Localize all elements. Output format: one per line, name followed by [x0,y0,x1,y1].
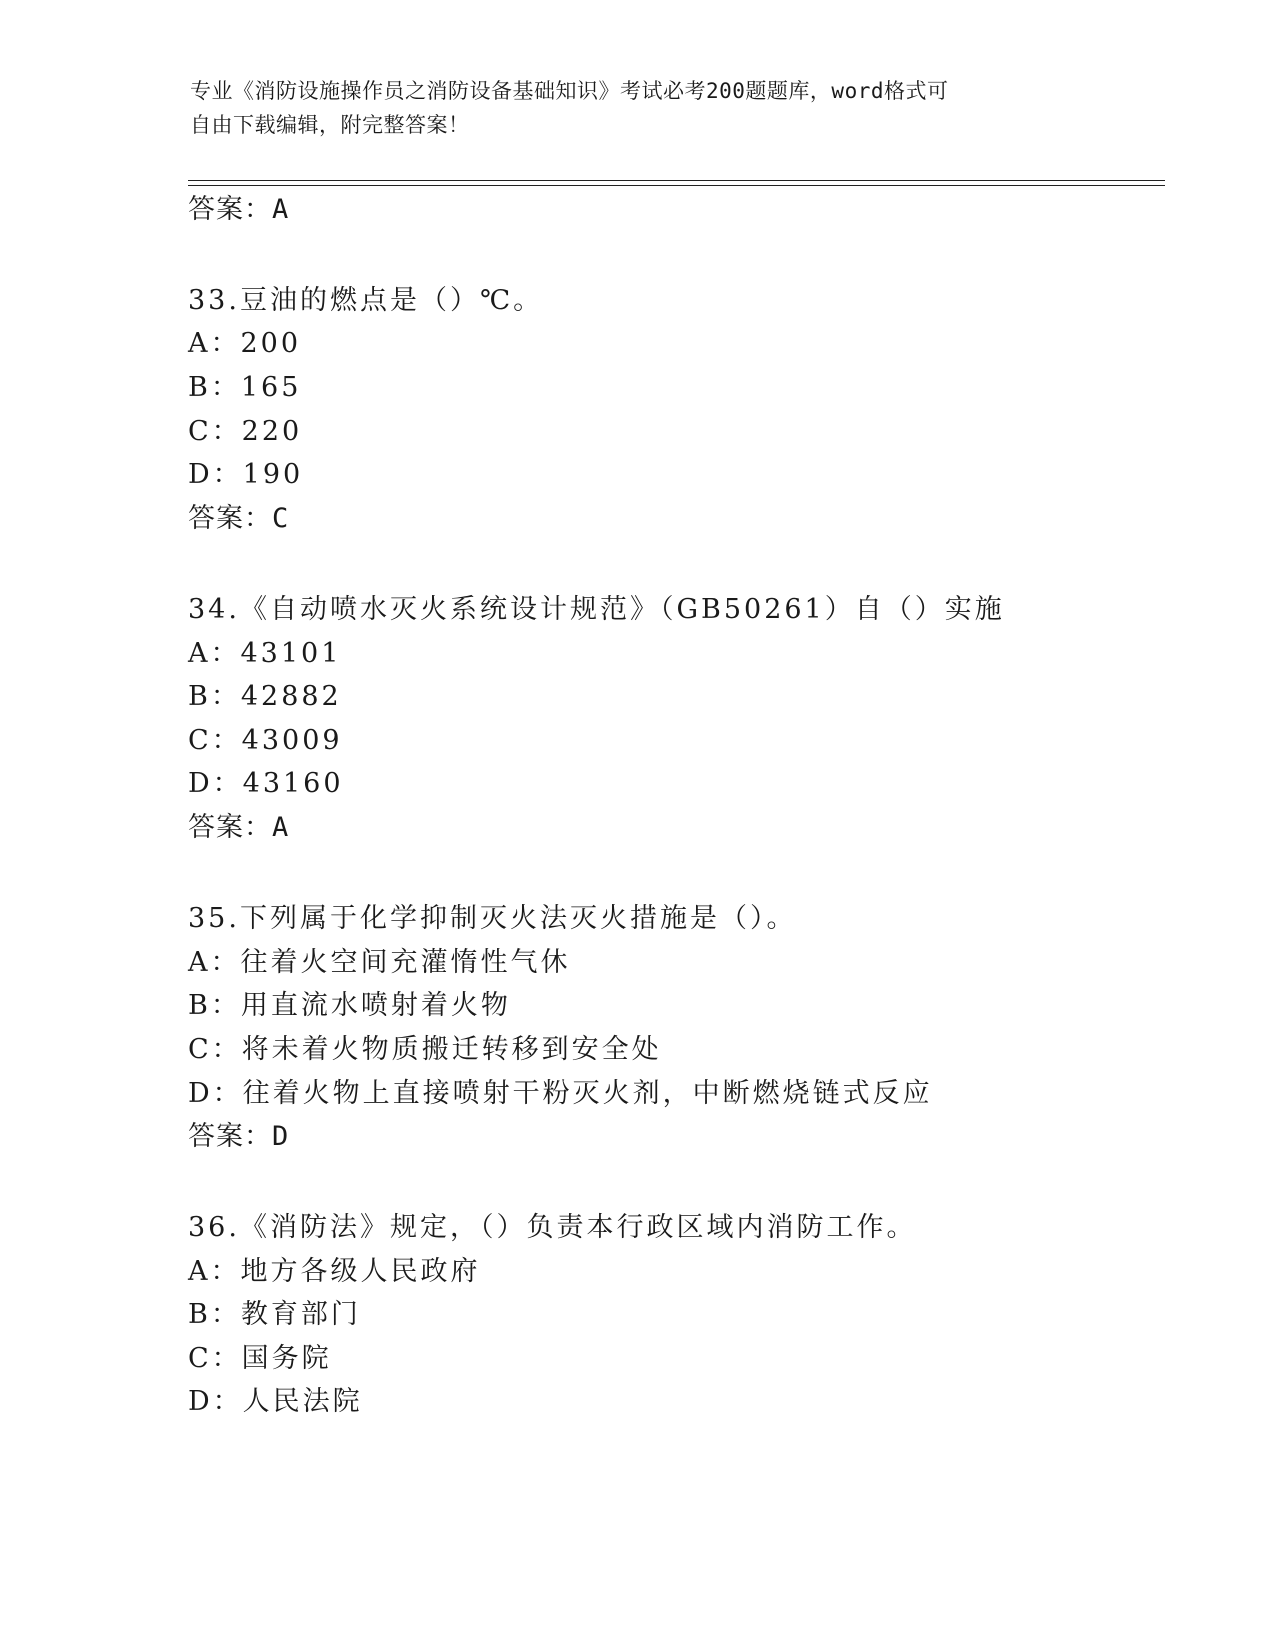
answer-line: 答案：D [188,1121,290,1152]
header-line-2: 自由下载编辑，附完整答案！ [190,113,470,137]
option-d: D：43160 [188,768,344,799]
option-b: B：用直流水喷射着火物 [188,990,511,1021]
question-stem: 33.豆油的燃点是（）℃。 [188,285,544,316]
document-header [190,74,1090,142]
option-c: C：43009 [188,725,343,756]
answer-line: 答案：A [188,812,290,843]
option-b: B：教育部门 [188,1299,361,1330]
option-a: A：地方各级人民政府 [188,1256,481,1287]
option-a: A：200 [188,328,302,359]
answer-line: 答案：A [188,194,290,225]
option-d: D：往着火物上直接喷射干粉灭火剂，中断燃烧链式反应 [188,1078,933,1109]
option-c: C：将未着火物质搬迁转移到安全处 [188,1034,662,1065]
header-line-1: 专业《消防设施操作员之消防设备基础知识》考试必考200题题库，word格式可 [190,79,949,103]
option-b: B：165 [188,372,302,403]
option-a: A：43101 [188,638,342,669]
option-a: A：往着火空间充灌惰性气休 [188,947,571,978]
option-c: C：国务院 [188,1343,332,1374]
option-d: D：人民法院 [188,1386,363,1417]
option-c: C：220 [188,416,303,447]
header-divider-bottom [188,185,1165,186]
question-stem: 35.下列属于化学抑制灭火法灭火措施是（）。 [188,903,797,934]
answer-line: 答案：C [188,503,290,534]
option-b: B：42882 [188,681,342,712]
header-divider-top [188,180,1165,181]
question-stem: 34.《自动喷水灭火系统设计规范》（GB50261）自（）实施 [188,594,1005,625]
question-stem: 36.《消防法》规定，（）负责本行政区域内消防工作。 [188,1212,917,1243]
option-d: D：190 [188,459,304,490]
